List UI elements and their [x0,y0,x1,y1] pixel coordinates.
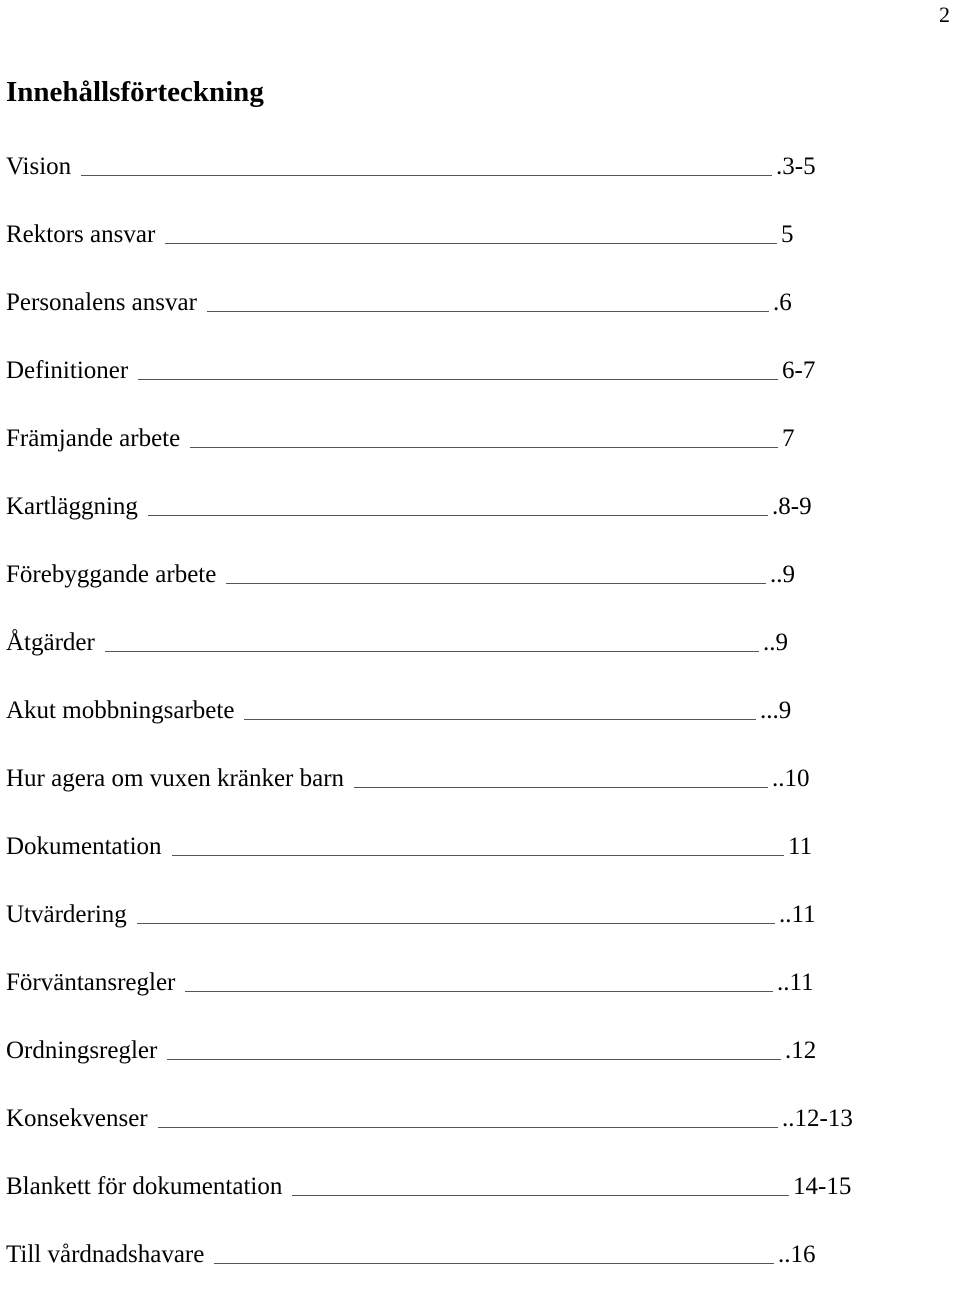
toc-entry-page: 11 [788,833,813,860]
toc-entry-title: Till vårdnadshavare [6,1241,205,1268]
toc-entry-page: 14-15 [793,1173,852,1200]
toc-entry [6,1169,906,1237]
toc-entry-leader [292,1195,789,1196]
toc-entry-page: ...9 [760,697,792,724]
toc-entry-page: .12 [785,1037,817,1064]
toc-entry-page: ..16 [778,1241,816,1268]
toc-entry-page: 5 [781,221,794,248]
toc-entry [6,761,906,829]
toc-entry-title: Kartläggning [6,493,138,520]
toc-entry-leader [138,379,778,380]
toc-entry [6,557,906,625]
toc-entry-page: .3-5 [776,153,816,180]
toc-entry-title: Rektors ansvar [6,221,156,248]
toc-entry [6,217,906,285]
toc-entry-title: Förebyggande arbete [6,561,217,588]
toc-entry-leader [185,991,773,992]
toc-list [6,149,906,1305]
toc-entry [6,421,906,489]
toc-entry-title: Främjande arbete [6,425,181,452]
toc-entry-title: Åtgärder [6,629,95,656]
toc-entry [6,489,906,557]
toc-entry [6,1101,906,1169]
toc-entry [6,149,906,217]
toc-entry-page: ..9 [770,561,795,588]
toc-entry-title: Blankett för dokumentation [6,1173,283,1200]
toc-entry-title: Akut mobbningsarbete [6,697,235,724]
toc-entry-title: Dokumentation [6,833,162,860]
toc-entry [6,1033,906,1101]
toc-entry-leader [158,1127,778,1128]
toc-entry-page: ..11 [777,969,814,996]
toc-entry-leader [148,515,768,516]
toc-entry-leader [165,243,777,244]
toc-entry-page: ..9 [763,629,788,656]
toc-entry [6,285,906,353]
toc-entry [6,693,906,761]
toc-entry-page: ..10 [772,765,810,792]
toc-entry-leader [354,787,768,788]
toc-entry-page: 6-7 [782,357,816,384]
toc-entry-title: Personalens ansvar [6,289,197,316]
toc-entry-leader [190,447,778,448]
toc-entry-title: Vision [6,153,72,180]
toc-entry-leader [244,719,756,720]
toc-entry-leader [207,311,769,312]
toc-entry-page: ..11 [779,901,816,928]
toc-entry-title: Konsekvenser [6,1105,148,1132]
toc-entry-title: Förväntansregler [6,969,176,996]
toc-entry [6,965,906,1033]
toc-entry-leader [226,583,766,584]
toc-entry-leader [137,923,775,924]
toc-entry [6,353,906,421]
toc-title: Innehållsförteckning [6,76,264,108]
toc-entry-page: 7 [782,425,795,452]
toc-entry-page: .6 [773,289,792,316]
toc-entry [6,1237,906,1305]
toc-entry-leader [81,175,772,176]
toc-entry [6,829,906,897]
toc-entry-leader [172,855,784,856]
toc-entry-page: ..12-13 [782,1105,853,1132]
toc-entry-title: Definitioner [6,357,129,384]
toc-entry-page: .8-9 [772,493,812,520]
toc-entry-leader [105,651,759,652]
toc-entry [6,897,906,965]
toc-entry-title: Ordningsregler [6,1037,158,1064]
toc-entry-leader [167,1059,781,1060]
toc-entry-title: Utvärdering [6,901,127,928]
toc-entry-leader [214,1263,774,1264]
page-number: 2 [939,2,950,27]
toc-entry [6,625,906,693]
toc-entry-title: Hur agera om vuxen kränker barn [6,765,345,792]
